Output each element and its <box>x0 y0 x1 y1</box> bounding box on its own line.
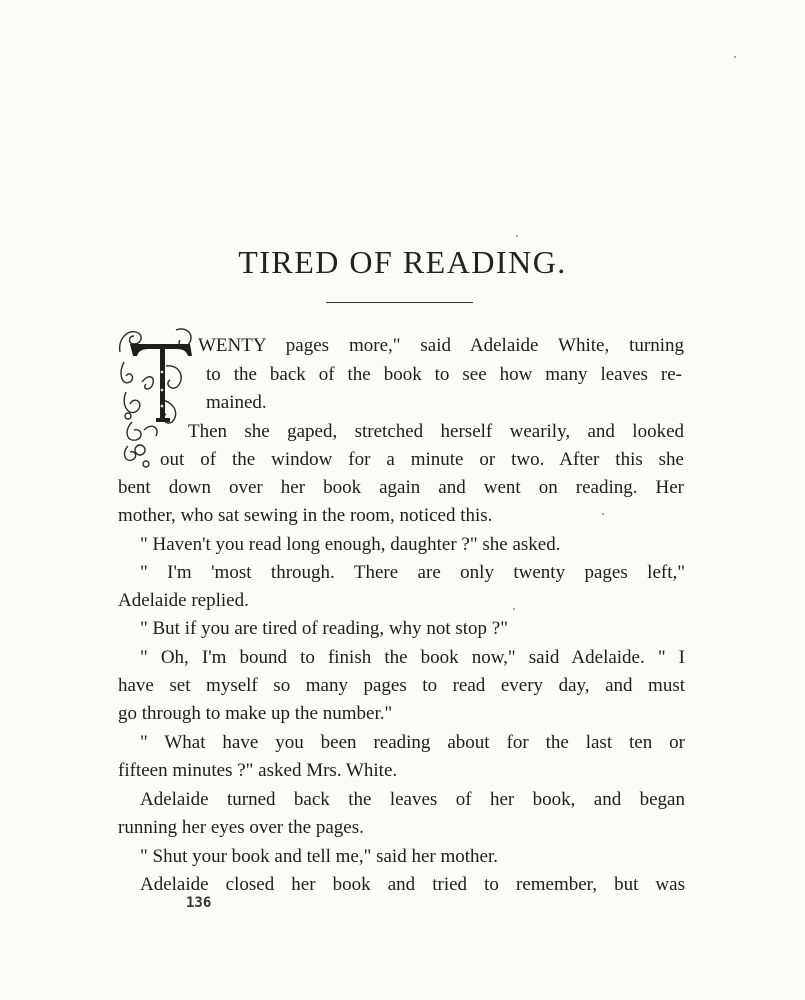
text-line-6: bent down over her book again and went on reading. Her <box>118 477 684 498</box>
title-rule <box>326 302 473 303</box>
chapter-title: TIRED OF READING. <box>238 244 567 280</box>
text-line-4: Then she gaped, stretched herself wearily, and looked <box>188 421 684 442</box>
text-line-11: " But if you are tired of reading, why not stop ?" <box>140 618 508 639</box>
text-line-7: mother, who sat sewing in the room, noticed this. <box>118 505 493 526</box>
page-number: 136 <box>186 895 212 911</box>
text-line-3: mained. <box>206 392 267 413</box>
text-line-13: have set myself so many pages to read every day, and must <box>118 675 685 696</box>
text-line-15: " What have you been reading about for the last ten or <box>140 732 685 753</box>
paper-speck <box>516 235 518 237</box>
text-line-5: out of the window for a minute or two. After this she <box>160 449 684 470</box>
text-line-12: " Oh, I'm bound to finish the book now," said Adelaide. " I <box>140 647 685 668</box>
paper-speck <box>734 56 736 58</box>
text-line-8: " Haven't you read long enough, daughter ?" she asked. <box>140 534 561 555</box>
text-line-17: Adelaide turned back the leaves of her book, and began <box>140 789 685 810</box>
text-line-10: Adelaide replied. <box>118 590 249 611</box>
text-line-16: fifteen minutes ?" asked Mrs. White. <box>118 760 398 781</box>
text-line-1: WENTY pages more," said Adelaide White, turning <box>198 335 684 356</box>
text-line-20: Adelaide closed her book and tried to remember, but was <box>140 874 685 895</box>
text-line-19: " Shut your book and tell me," said her mother. <box>140 846 498 867</box>
paper-speck <box>513 608 515 610</box>
paper-speck <box>602 513 604 515</box>
text-line-18: running her eyes over the pages. <box>118 817 364 838</box>
text-line-9: " I'm 'most through. There are only twenty pages left," <box>140 562 685 583</box>
text-line-2: to the back of the book to see how many leaves re- <box>206 364 682 385</box>
text-line-14: go through to make up the number." <box>118 703 393 724</box>
